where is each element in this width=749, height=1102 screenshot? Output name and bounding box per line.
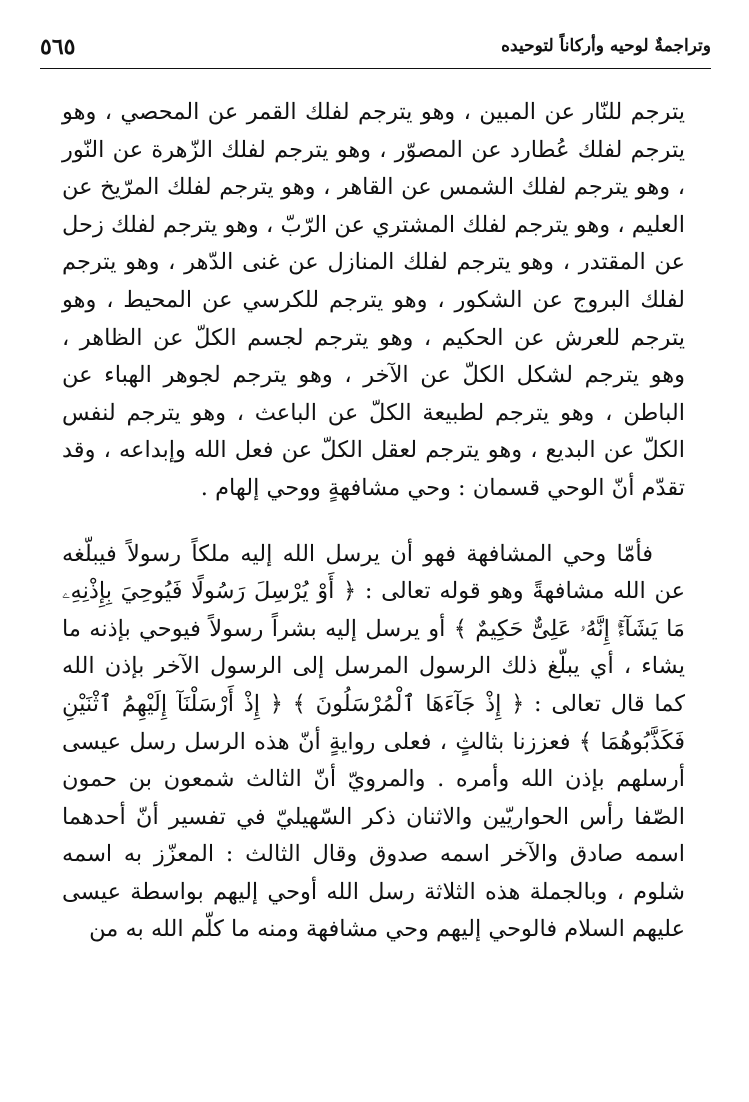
paragraph-2: فأمّا وحي المشافهة فهو أن يرسل الله إليه ملكاً رسولاً فيبلّغه عن الله مشافهةً وهو قوله تعالى : ﴿ أَوْ يُرْسِلَ رَسُولًا فَيُوحِيَ بِإِذْنِهِۦ مَا يَشَآءُۚ إِنَّهُۥ عَلِىٌّ حَكِيمٌ ﴾ أو يرسل إليه بشراً رسولاً فيوحي بإذنه ما يشاء ، أي يبلّغ ذلك الرسول المرسل إلى الرسول الآخر بإذن الله كما قال تعالى : ﴿ إِذْ جَآءَهَا ٱلْمُرْسَلُونَ ﴾ ﴿ إِذْ أَرْسَلْنَآ إِلَيْهِمُ ٱثْنَيْنِ فَكَذَّبُوهُمَا ﴾ فعززنا بثالثٍ ، فعلى روايةٍ أنّ هذه الرسل رسل عيسى أرسلهم بإذن الله وأمره . والمرويّ أنّ الثالث شمعون بن حمون الصّفا رأس الحواريّين والاثنان ذكر السّهيليّ في تفسير أنّ أحدهما اسمه صادق والآخر اسمه صدوق وقال الثالث : المعزّز به اسمه شلوم ، وبالجملة هذه الثلاثة رسل الله أوحي إليهم بواسطة عيسى عليهم السلام فالوحي إليهم وحي مشافهة ومنه ما كلّم الله به من [62, 540, 685, 943]
paragraph-gap [62, 508, 685, 536]
running-title: وتراجمةٌ لوحيه وأركاناً لتوحيده [501, 36, 711, 56]
body-text [62, 94, 685, 949]
page-number: ٥٦٥ [40, 34, 76, 60]
page-header [40, 30, 711, 69]
paragraph-1: يترجم للنّار عن المبين ، وهو يترجم لفلك القمر عن المحصي ، وهو يترجم لفلك عُطارد عن المصوّر ، وهو يترجم لفلك الزّهرة عن النّور ، وهو يترجم لفلك الشمس عن القاهر ، وهو يترجم لفلك المرّيخ عن العليم ، وهو يترجم لفلك المشتري عن الرّبّ ، وهو يترجم لفلك زحل عن المقتدر ، وهو يترجم لفلك المنازل عن غنى الدّهر ، وهو يترجم لفلك البروج عن الشكور ، وهو يترجم للكرسي عن المحيط ، وهو يترجم للعرش عن الحكيم ، وهو يترجم لجسم الكلّ عن الظاهر ، وهو يترجم لشكل الكلّ عن الآخر ، وهو يترجم لجوهر الهباء عن الباطن ، وهو يترجم لطبيعة الكلّ عن الباعث ، وهو يترجم لنفس الكلّ عن البديع ، وهو يترجم لعقل الكلّ عن فعل الله وإبداعه ، وقد تقدّم أنّ الوحي قسمان : وحي مشافهةٍ ووحي إلهام . [62, 99, 685, 501]
